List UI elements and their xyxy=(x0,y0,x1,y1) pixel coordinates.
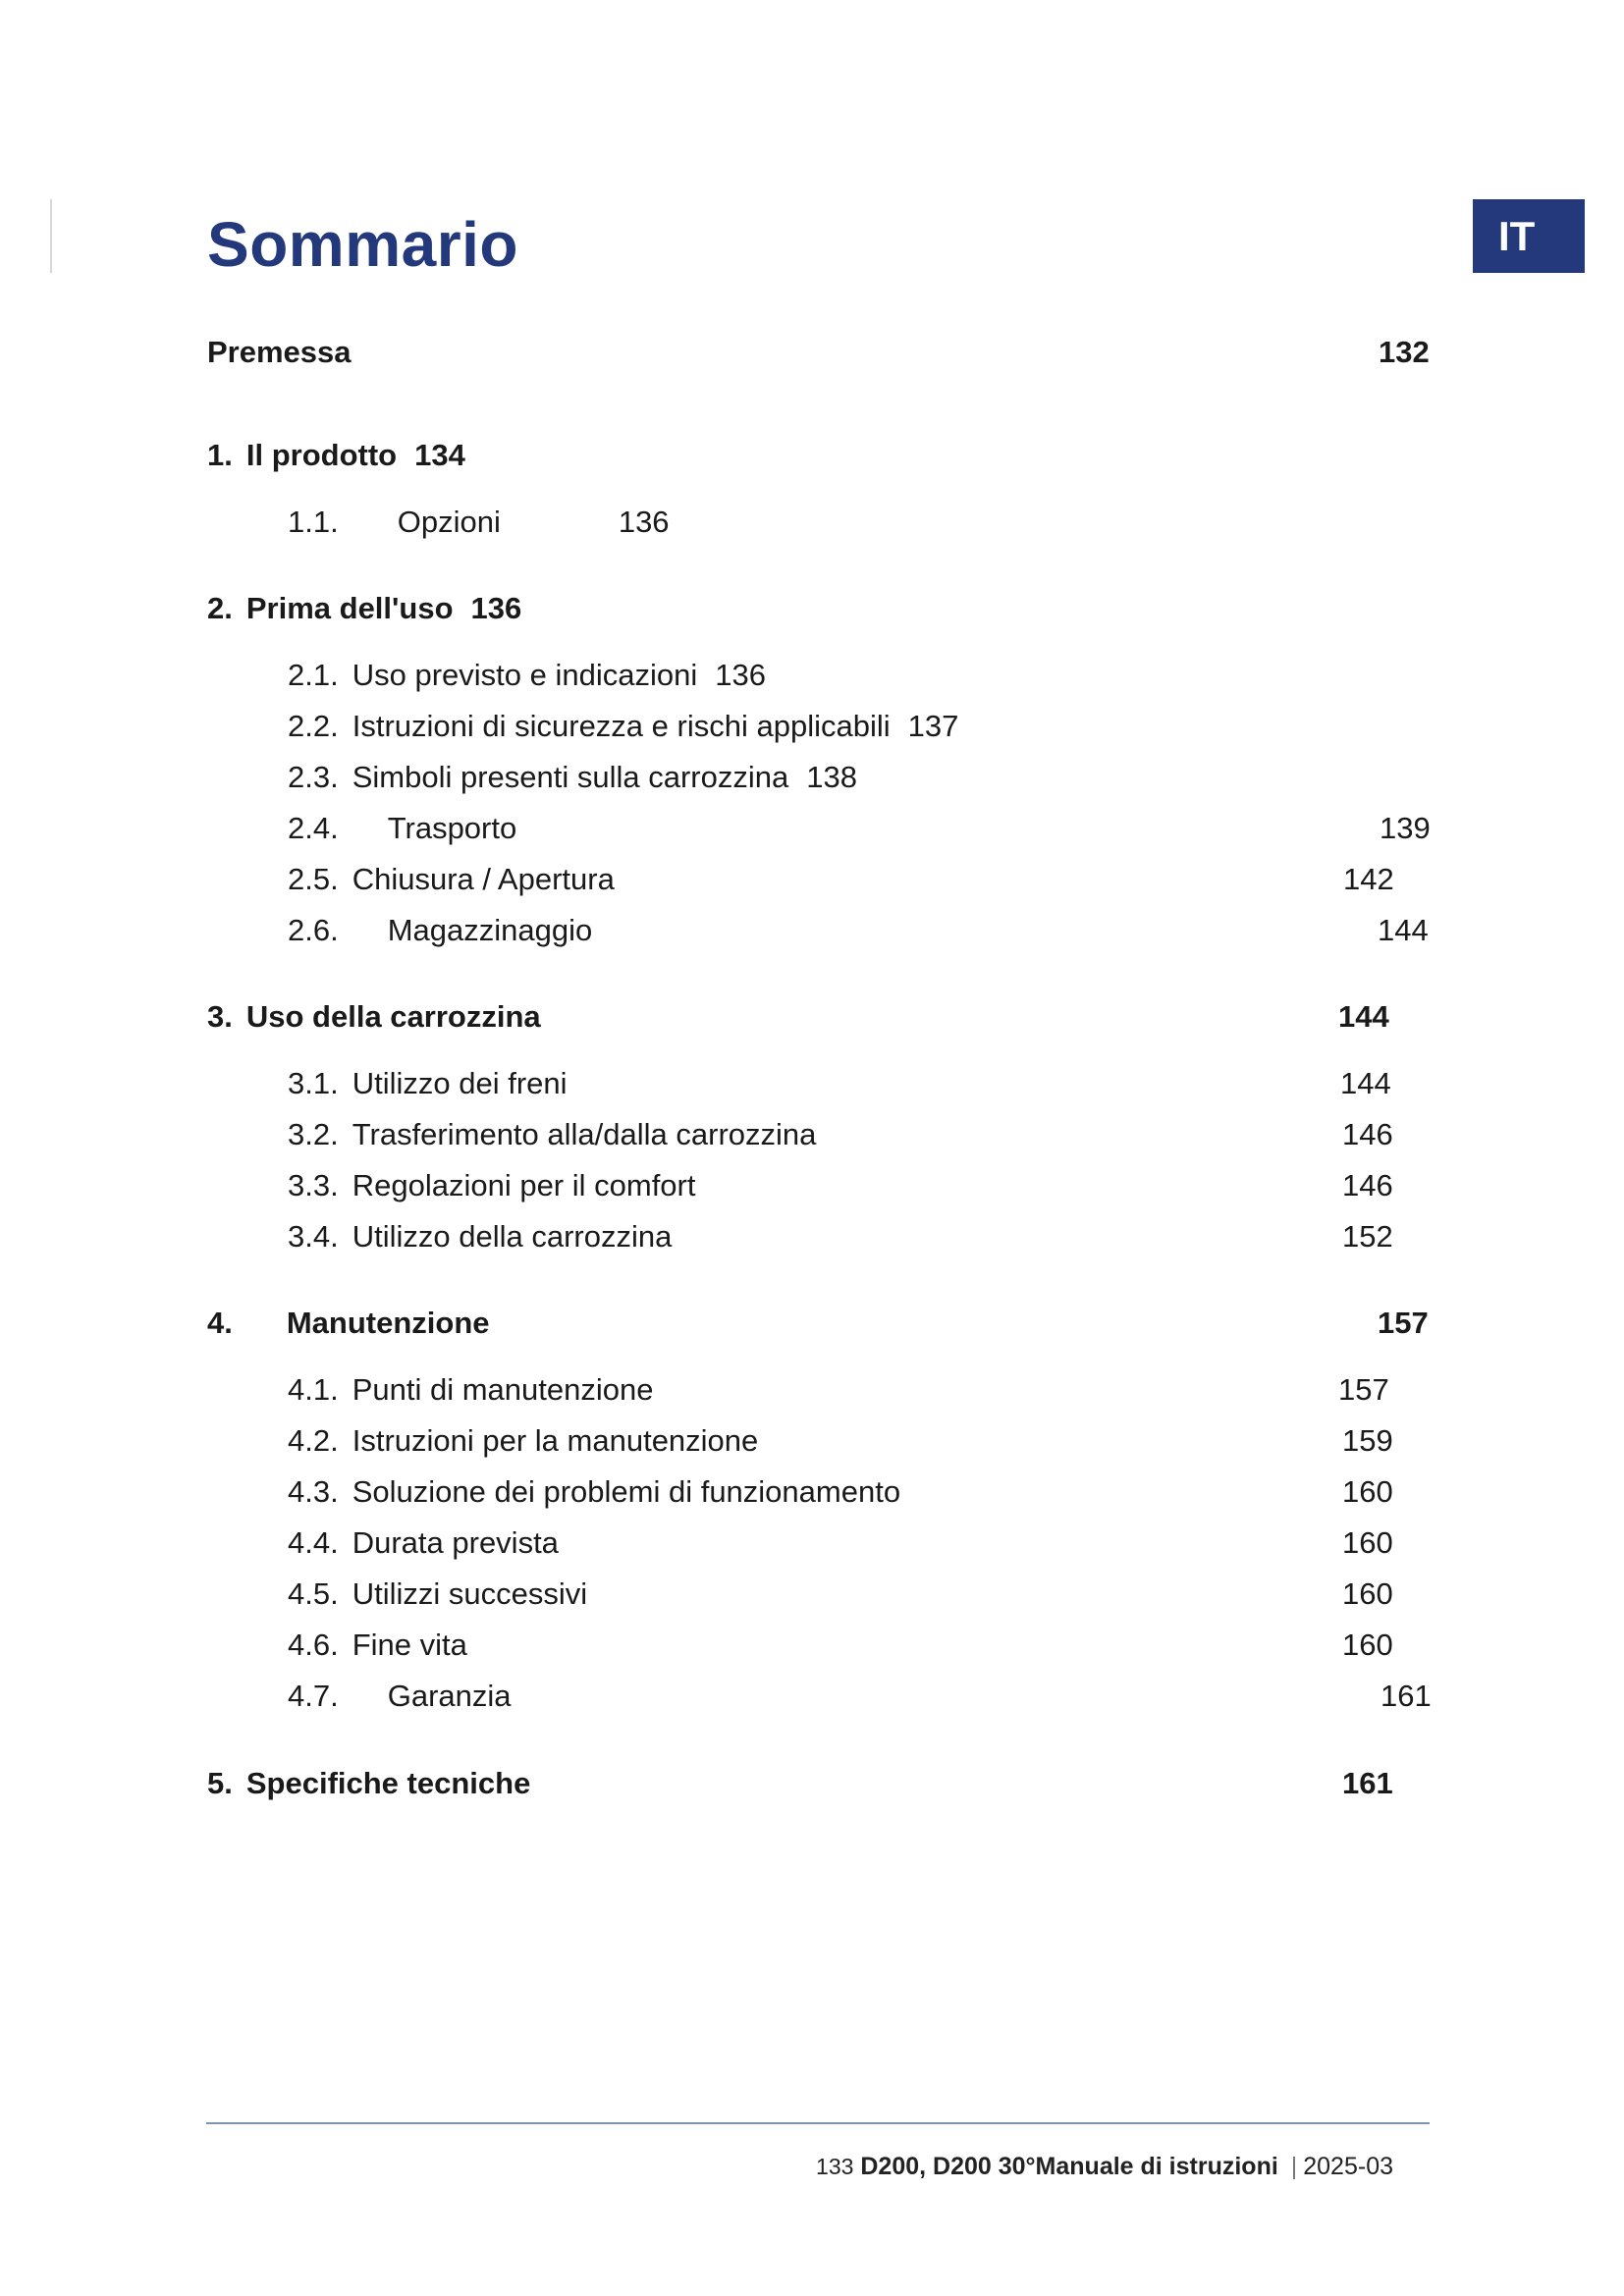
toc-num: 4.4. xyxy=(288,1525,339,1560)
toc-num: 1.1. xyxy=(288,505,339,539)
toc-num: 3.1. xyxy=(288,1066,339,1100)
toc-num: 4.7. xyxy=(288,1679,339,1713)
toc-title: Garanzia xyxy=(387,1679,512,1713)
toc-title: Istruzioni per la manutenzione xyxy=(352,1423,759,1458)
toc-title: Specifiche tecniche xyxy=(245,1766,531,1800)
toc-title: Prima dell'uso xyxy=(245,591,454,625)
toc-title: Uso della carrozzina xyxy=(245,999,541,1034)
toc-title: Il prodotto xyxy=(245,438,398,472)
margin-marker xyxy=(50,199,52,273)
toc-title: Regolazioni per il comfort xyxy=(352,1168,696,1202)
toc-page: 139 xyxy=(1380,811,1431,845)
toc-num: 3.2. xyxy=(288,1117,339,1151)
toc-title: Trasporto xyxy=(387,811,517,845)
toc-subsection-3-2[interactable] xyxy=(288,1119,816,1149)
toc-subsection-4-1[interactable] xyxy=(288,1374,653,1405)
toc-title: Fine vita xyxy=(352,1628,467,1662)
toc-section-2[interactable] xyxy=(207,593,521,623)
toc-subsection-3-3[interactable] xyxy=(288,1170,695,1201)
toc-num: 2.5. xyxy=(288,862,339,896)
toc-title: Utilizzo della carrozzina xyxy=(352,1219,673,1254)
toc-page: 159 xyxy=(1342,1423,1393,1458)
toc-page: 161 xyxy=(1342,1766,1393,1800)
toc-title: Utilizzo dei freni xyxy=(352,1066,568,1100)
toc-section-5[interactable] xyxy=(207,1768,530,1798)
toc-page: 142 xyxy=(1343,862,1394,896)
toc-subsection-2-6[interactable] xyxy=(288,915,592,945)
footer-separator: | xyxy=(1290,2153,1298,2180)
toc-subsection-1-1[interactable] xyxy=(288,507,670,537)
toc-subsection-4-4[interactable] xyxy=(288,1527,559,1558)
toc-title: Utilizzi successivi xyxy=(352,1576,588,1611)
toc-page: 146 xyxy=(1342,1168,1393,1202)
toc-subsection-2-4[interactable] xyxy=(288,813,516,843)
toc-page: 161 xyxy=(1380,1679,1432,1713)
toc-page: 157 xyxy=(1378,1306,1429,1340)
toc-page: 160 xyxy=(1342,1628,1393,1662)
toc-section-4[interactable] xyxy=(207,1308,490,1338)
toc-num: 4.5. xyxy=(288,1576,339,1611)
footer-product: D200, D200 30° xyxy=(860,2153,1036,2180)
toc-title: Manutenzione xyxy=(286,1306,490,1340)
toc-num: 2. xyxy=(207,591,233,625)
toc-subsection-2-2[interactable] xyxy=(288,711,958,741)
toc-section-3[interactable] xyxy=(207,1001,541,1032)
toc-page: 144 xyxy=(1340,1066,1391,1100)
toc-num: 4.6. xyxy=(288,1628,339,1662)
toc-num: 2.4. xyxy=(288,811,339,845)
toc-num: 3.4. xyxy=(288,1219,339,1254)
toc-num: 2.1. xyxy=(288,658,339,692)
toc-num: 2.3. xyxy=(288,760,339,794)
toc-page: 160 xyxy=(1342,1525,1393,1560)
toc-title: Opzioni xyxy=(397,505,501,539)
toc-page: 157 xyxy=(1338,1372,1389,1407)
toc-page: 146 xyxy=(1342,1117,1393,1151)
toc-title: Premessa xyxy=(207,335,352,369)
toc-subsection-4-3[interactable] xyxy=(288,1476,900,1507)
toc-num: 3.3. xyxy=(288,1168,339,1202)
footer-page-number: 133 xyxy=(816,2154,854,2179)
toc-subsection-2-1[interactable] xyxy=(288,660,766,690)
toc-page: 136 xyxy=(470,591,522,625)
toc-page: 136 xyxy=(715,658,766,692)
toc-subsection-4-2[interactable] xyxy=(288,1425,758,1456)
toc-num: 1. xyxy=(207,438,233,472)
toc-num: 2.6. xyxy=(288,913,339,947)
toc-title: Trasferimento alla/dalla carrozzina xyxy=(352,1117,817,1151)
footer-rule xyxy=(206,2122,1430,2124)
toc-title: Magazzinaggio xyxy=(387,913,593,947)
toc-num: 4.2. xyxy=(288,1423,339,1458)
toc-title: Simboli presenti sulla carrozzina xyxy=(352,760,789,794)
toc-page: 160 xyxy=(1342,1474,1393,1509)
toc-entry-premessa[interactable] xyxy=(207,337,352,367)
language-tab: IT xyxy=(1473,199,1585,273)
toc-page: 152 xyxy=(1342,1219,1393,1254)
toc-page: 136 xyxy=(618,505,670,539)
footer-date: 2025-03 xyxy=(1303,2153,1393,2180)
toc-page: 134 xyxy=(414,438,465,472)
toc-title: Punti di manutenzione xyxy=(352,1372,654,1407)
toc-subsection-4-6[interactable] xyxy=(288,1629,467,1660)
toc-title: Soluzione dei problemi di funzionamento xyxy=(352,1474,901,1509)
toc-num: 4. xyxy=(207,1306,233,1340)
toc-title: Durata prevista xyxy=(352,1525,559,1560)
toc-subsection-3-4[interactable] xyxy=(288,1221,672,1252)
footer-manual-title: Manuale di istruzioni xyxy=(1035,2153,1278,2180)
toc-section-1[interactable] xyxy=(207,440,465,470)
toc-title: Istruzioni di sicurezza e rischi applicabili xyxy=(352,709,891,743)
toc-num: 4.3. xyxy=(288,1474,339,1509)
toc-num: 3. xyxy=(207,999,233,1034)
toc-page: 144 xyxy=(1338,999,1389,1034)
toc-page: 138 xyxy=(806,760,857,794)
toc-num: 2.2. xyxy=(288,709,339,743)
toc-num: 4.1. xyxy=(288,1372,339,1407)
toc-page: 144 xyxy=(1378,913,1429,947)
toc-subsection-2-3[interactable] xyxy=(288,762,857,792)
page-title: Sommario xyxy=(207,209,518,280)
toc-subsection-3-1[interactable] xyxy=(288,1068,568,1098)
toc-page: 132 xyxy=(1379,335,1430,369)
toc-page: 160 xyxy=(1342,1576,1393,1611)
toc-subsection-4-5[interactable] xyxy=(288,1578,587,1609)
toc-subsection-4-7[interactable] xyxy=(288,1681,512,1711)
toc-title: Uso previsto e indicazioni xyxy=(352,658,698,692)
toc-subsection-2-5[interactable] xyxy=(288,864,615,894)
toc-page: 137 xyxy=(907,709,959,743)
toc-num: 5. xyxy=(207,1766,233,1800)
page-footer xyxy=(816,2153,1393,2181)
toc-title: Chiusura / Apertura xyxy=(352,862,615,896)
